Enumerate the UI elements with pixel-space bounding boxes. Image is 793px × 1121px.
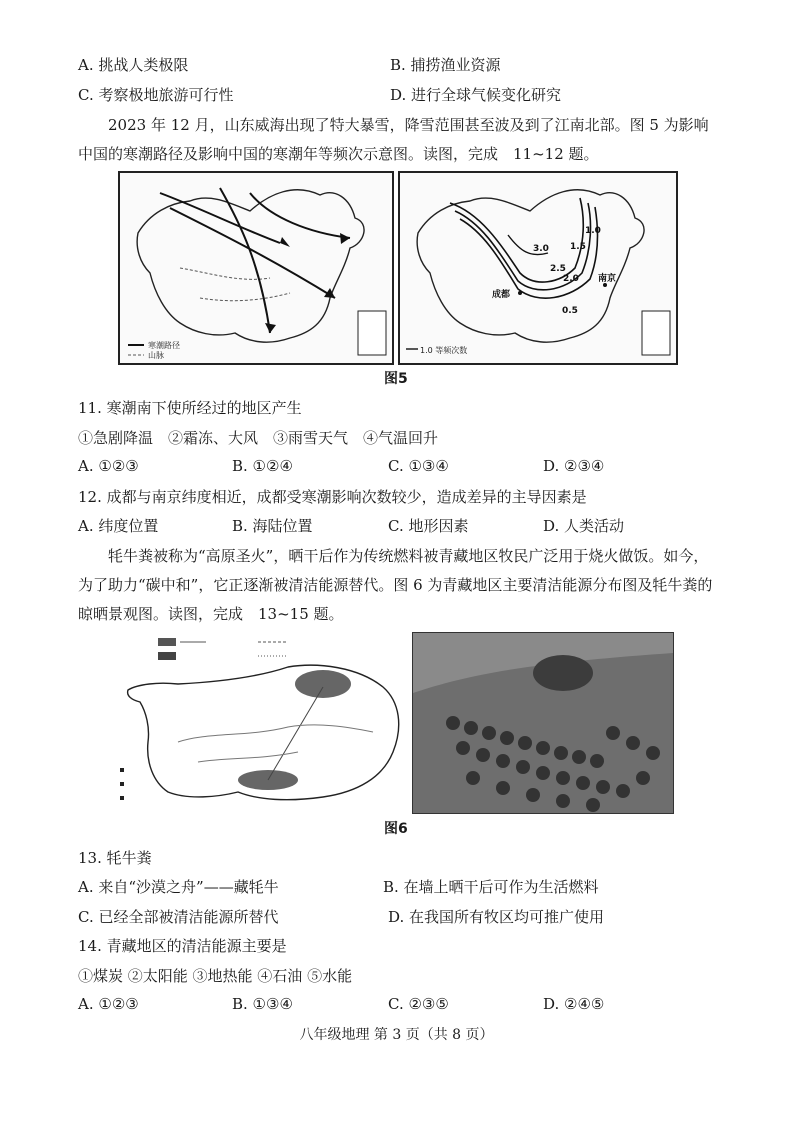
q11-option-b: B. ①②④: [232, 457, 293, 475]
iso-label-2-5: 2.5: [550, 264, 566, 274]
legend-marker-3: [120, 796, 124, 800]
yak-dung-photo-svg: [413, 633, 673, 813]
river-line-1: [178, 725, 373, 742]
fig5-frequency-isoline-map: [398, 171, 678, 365]
transmission-line: [268, 687, 323, 780]
q13-option-d: D. 在我国所有牧区均可推广使用: [388, 908, 605, 926]
chengdu-label: 成都: [492, 290, 511, 300]
q12-option-d: D. 人类活动: [543, 517, 625, 535]
energy-region-north: [295, 670, 351, 698]
legend-marker-1: [120, 768, 124, 772]
page-footer: 八年级地理 第 3 页（共 8 页）: [299, 1027, 494, 1043]
q14-option-c: C. ②③⑤: [388, 995, 449, 1013]
chengdu-dot: [518, 291, 522, 295]
dung-pile: [533, 655, 593, 691]
q10-option-c: C. 考察极地旅游可行性: [78, 86, 234, 104]
q11-option-d: D. ②③④: [543, 457, 605, 475]
legend-mountain-label: 山脉: [148, 351, 164, 360]
q10-option-a: A. 挑战人类极限: [78, 56, 189, 74]
south-sea-inset-right: [642, 311, 670, 355]
fig6-caption: 图6: [384, 821, 408, 837]
q12-stem: 12. 成都与南京纬度相近，成都受寒潮影响次数较少，造成差异的主导因素是: [78, 488, 587, 506]
river-line-2: [198, 752, 298, 762]
legend-isoline-label: 1.0 等频次数: [420, 346, 468, 355]
legend-wind-region-swatch: [158, 638, 176, 646]
q10-option-b: B. 捕捞渔业资源: [390, 56, 501, 74]
q11-items: ①急剧降温 ②霜冻、大风 ③雨雪天气 ④气温回升: [78, 429, 439, 447]
q12-option-a: A. 纬度位置: [78, 517, 159, 535]
q14-stem: 14. 青藏地区的清洁能源主要是: [78, 937, 287, 955]
legend-geothermal-swatch: [158, 652, 176, 660]
q13-option-c: C. 已经全部被清洁能源所替代: [78, 908, 279, 926]
legend-path-label: 寒潮路径: [148, 341, 180, 350]
q11-stem: 11. 寒潮南下使所经过的地区产生: [78, 399, 302, 417]
iso-label-0-5: 0.5: [562, 306, 578, 316]
iso-label-2: 2.0: [563, 274, 579, 284]
fig6-yak-dung-drying-photo: [412, 632, 674, 814]
intro-paragraph-fig6: 牦牛粪被称为“高原圣火”，晒干后作为传统燃料被青藏地区牧民广泛用于烧火做饭。如今，为了助力“碳中和”，它正逐渐被清洁能源替代。图 6 为青藏地区主要清洁能源分布图及牦牛粪的晾晒景观图。读图，完成 13~15 题。: [78, 547, 713, 623]
iso-label-3: 3.0: [533, 244, 549, 254]
mountain-line-2: [200, 293, 290, 301]
iso-label-1-5: 1.5: [570, 242, 586, 252]
fig5-left-map-svg: [120, 173, 392, 363]
china-outline-right: [417, 190, 644, 342]
legend-marker-2: [120, 782, 124, 786]
fig6-map-svg: [118, 632, 408, 818]
intro-paragraph-fig5: 2023 年 12 月，山东威海出现了特大暴雪，降雪范围甚至波及到了江南北部。图 5 为影响中国的寒潮路径及影响中国的寒潮年等频次示意图。读图，完成 11~12 题。: [78, 116, 709, 163]
cold-wave-path-3: [170, 208, 335, 298]
china-outline-left: [137, 190, 364, 342]
q11-option-c: C. ①③④: [388, 457, 449, 475]
q14-option-b: B. ①③④: [232, 995, 293, 1013]
q14-option-d: D. ②④⑤: [543, 995, 605, 1013]
q11-option-a: A. ①②③: [78, 457, 139, 475]
cold-wave-path-2: [220, 188, 270, 333]
q13-option-a: A. 来自“沙漠之舟”——藏牦牛: [78, 878, 279, 896]
q13-stem: 13. 牦牛粪: [78, 849, 152, 867]
q10-option-d: D. 进行全球气候变化研究: [390, 86, 562, 104]
fig5-caption: 图5: [384, 371, 408, 387]
south-sea-inset-left: [358, 311, 386, 355]
cold-wave-arrowhead-4: [340, 233, 350, 244]
fig5-cold-wave-path-map: [118, 171, 394, 365]
cold-wave-arrowhead-2: [265, 323, 276, 333]
q12-option-b: B. 海陆位置: [232, 517, 313, 535]
cold-wave-arrowhead-1: [280, 237, 290, 247]
fig5-right-map-svg: [400, 173, 676, 363]
q13-option-b: B. 在墙上晒干后可作为生活燃料: [383, 878, 599, 896]
q14-items: ①煤炭 ②太阳能 ③地热能 ④石油 ⑤水能: [78, 967, 353, 985]
iso-label-1: 1.0: [585, 226, 601, 236]
q14-option-a: A. ①②③: [78, 995, 139, 1013]
q12-option-c: C. 地形因素: [388, 517, 469, 535]
nanjing-label: 南京: [598, 274, 617, 284]
fig6-clean-energy-map: [118, 632, 408, 818]
